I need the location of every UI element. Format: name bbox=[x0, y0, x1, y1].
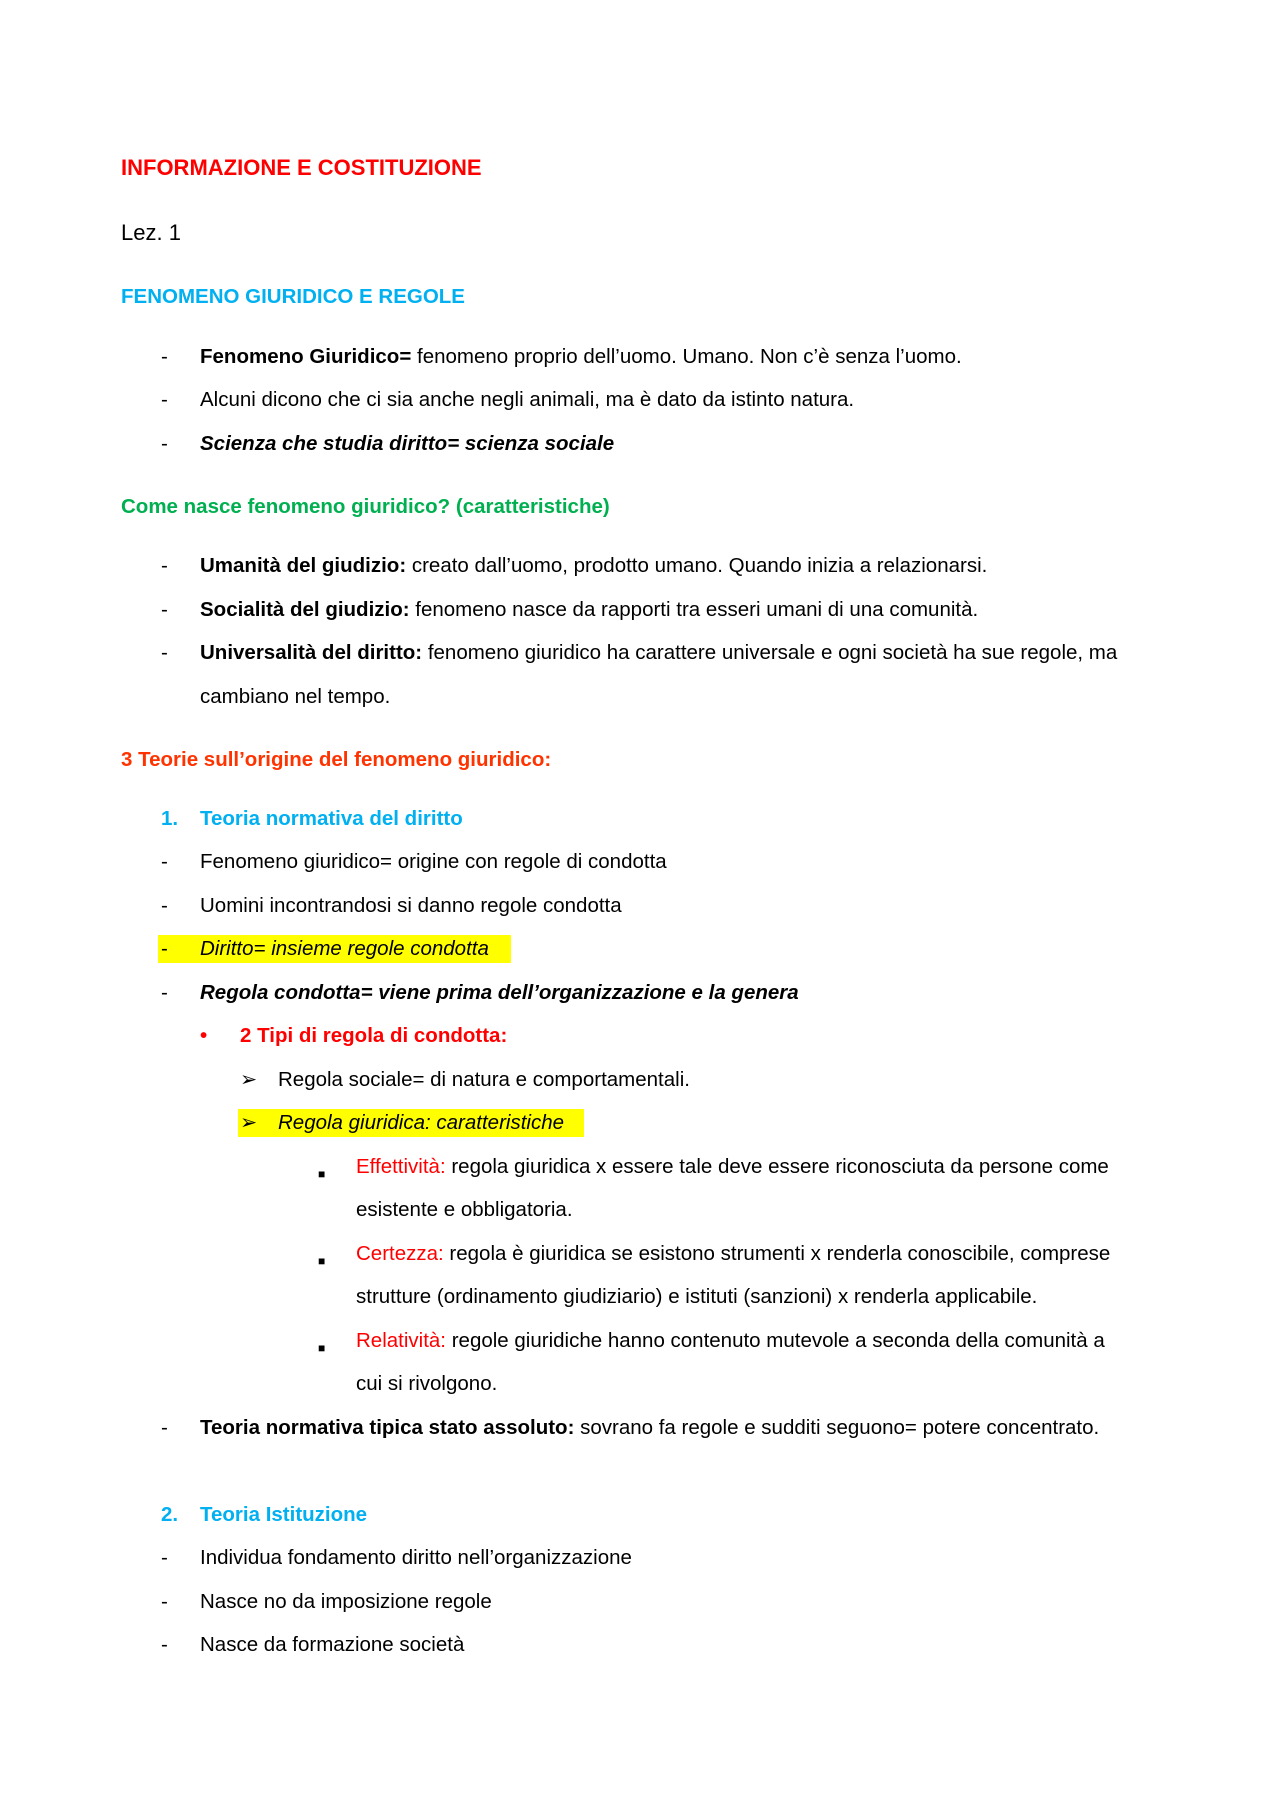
dash-marker: - bbox=[161, 598, 168, 621]
dash-marker: - bbox=[161, 1590, 168, 1613]
dash-marker: - bbox=[161, 981, 168, 1004]
arrow-marker: ➢ bbox=[240, 1111, 258, 1134]
arrow-marker: ➢ bbox=[240, 1068, 258, 1091]
dash-marker: - bbox=[161, 554, 168, 577]
section-heading-come-nasce: Come nasce fenomeno giuridico? (caratteristiche) bbox=[121, 495, 610, 518]
square-marker: ■ bbox=[318, 1341, 326, 1355]
dash-marker: - bbox=[161, 641, 168, 664]
bullet-marker: • bbox=[200, 1024, 208, 1047]
dash-marker: - bbox=[161, 1633, 168, 1656]
document-page: INFORMAZIONE E COSTITUZIONE Lez. 1 FENOMENO GIURIDICO E REGOLE - Fenomeno Giuridico= fenomeno proprio dell’uomo. Umano. Non c’è senza l’uomo. - Alcuni dicono che ci sia anche negli animali, ma è dato da istinto natura. - Scienza che studia diritto= scienza sociale Come nasce fenomeno giuridico? (caratteristiche) - Umanità del giudizio: creato dall’uomo, prodotto umano. Quando inizia a relazionarsi. - Socialità del giudizio: fenomeno nasce da rapporti tra esseri umani di una comunità. - Universalità del diritto: fenomeno giuridico ha carattere universale e ogni società ha sue regole, ma cambiano nel tempo. 3 Teorie sull’origine del fenomeno giuridico: 1. Teoria normativa del diritto - Fenomeno giuridico= origine con regole di condotta - Uomini incontrandosi si danno regole condotta - Diritto= insieme regole condotta - Regola condotta= viene prima dell’organizzazione e la genera • 2 Tipi di regola di condotta: ➢ Regola sociale= di natura e comportamentali. ➢ Regola giuridica: caratteristiche ■ Effettività: regola giuridica x essere tale deve essere riconosciuta da persone come esistente e obbligatoria. ■ Certezza: regola è giuridica se esistono strumenti x renderla conoscibile, comprese strutture (ordinamento giudiziario) e istituti (sanzioni) x renderla applicabile. ■ Relatività: regole giuridiche hanno contenuto mutevole a seconda della comunità a cui si rivolgono. - Teoria normativa tipica stato assoluto: sovrano fa regole e sudditi seguono= potere concentrato. 2. Teoria Istituzione - Individua fondamento diritto nell’organizzazione - Nasce no da imposizione regole - Nasce da formazione società bbox=[121, 155, 1118, 1656]
lesson-label: Lez. 1 bbox=[121, 220, 181, 245]
dash-marker: - bbox=[161, 937, 168, 960]
dash-marker: - bbox=[161, 1416, 168, 1439]
dash-marker: - bbox=[161, 894, 168, 917]
square-marker: ■ bbox=[318, 1167, 326, 1181]
square-marker: ■ bbox=[318, 1254, 326, 1268]
dash-marker: - bbox=[161, 1546, 168, 1569]
dash-marker: - bbox=[161, 432, 168, 455]
section-heading-teorie: 3 Teorie sull’origine del fenomeno giuridico: bbox=[121, 748, 552, 771]
document-title: INFORMAZIONE E COSTITUZIONE bbox=[121, 155, 482, 180]
dash-marker: - bbox=[161, 850, 168, 873]
dash-marker: - bbox=[161, 345, 168, 368]
section-heading-fenomeno: FENOMENO GIURIDICO E REGOLE bbox=[121, 285, 465, 308]
dash-marker: - bbox=[161, 388, 168, 411]
